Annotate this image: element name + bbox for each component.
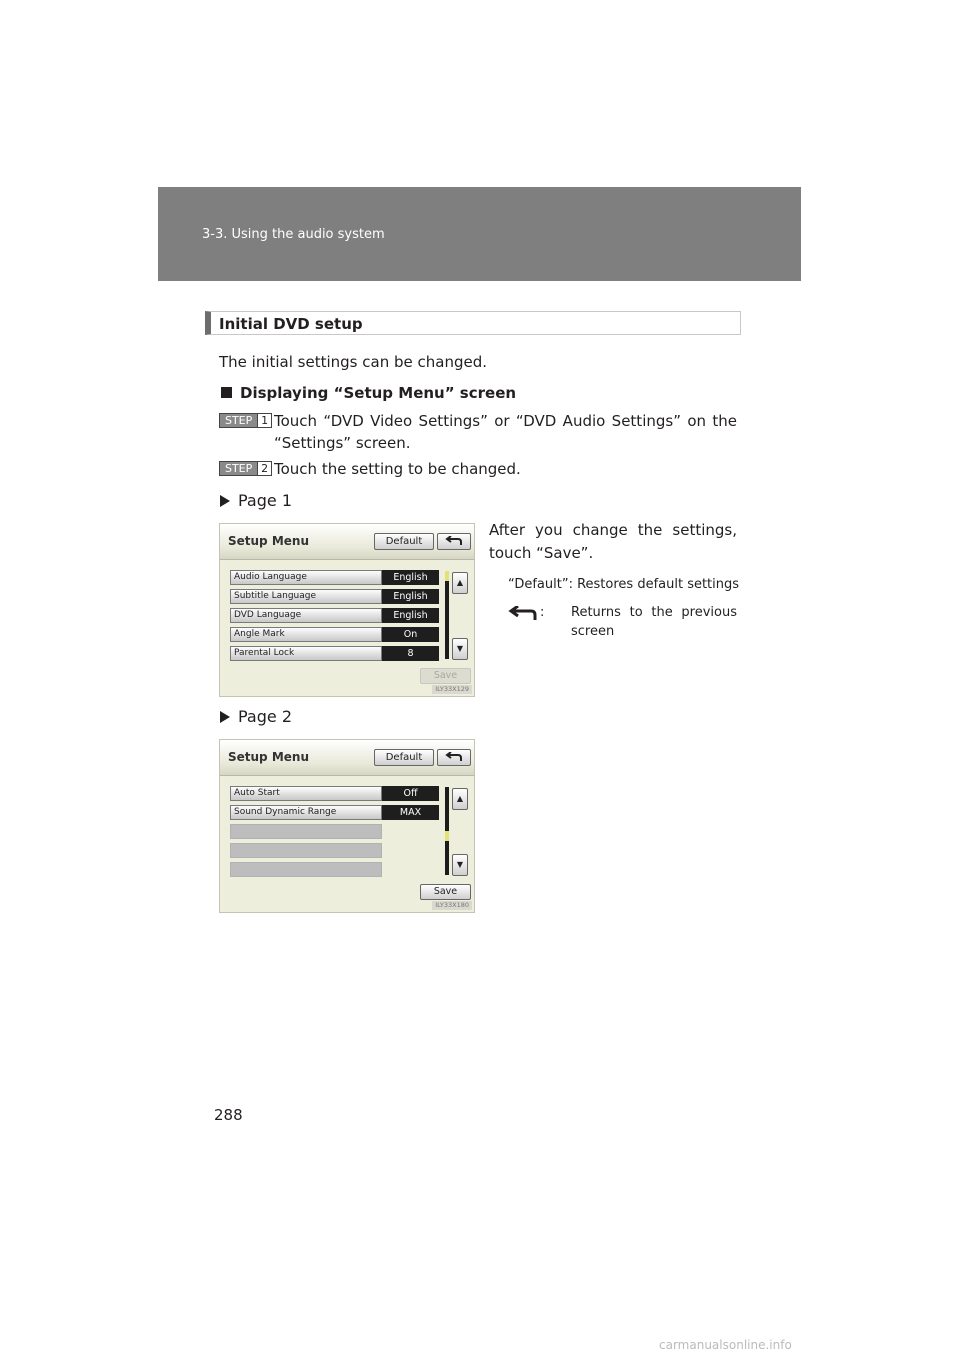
image-code: ILY33X129 <box>432 685 472 694</box>
back-arrow-icon <box>508 606 538 622</box>
back-button[interactable] <box>437 533 471 550</box>
back-note: : Returns to the previous screen <box>508 602 738 642</box>
step-badge-2: STEP 2 <box>219 461 272 476</box>
scroll-thumb[interactable] <box>445 571 449 581</box>
step-2-text: Touch the setting to be changed. <box>274 460 521 478</box>
instructions-line1: After you change the settings, <box>489 521 737 539</box>
scroll-down-button[interactable]: ▼ <box>452 638 468 660</box>
setting-row-sound-dynamic-range[interactable]: Sound Dynamic Range MAX <box>230 805 438 821</box>
chapter-title: 3-3. Using the audio system <box>202 227 385 242</box>
scroll-up-button[interactable]: ▲ <box>452 572 468 594</box>
screen-title: Setup Menu <box>228 534 309 548</box>
default-note: “Default”: Restores default settings <box>508 577 740 592</box>
setup-menu-screen-page-1 <box>219 523 475 697</box>
default-button[interactable]: Default <box>374 533 434 550</box>
step-1-text-line2: “Settings” screen. <box>274 434 411 452</box>
intro-text: The initial settings can be changed. <box>219 353 487 371</box>
empty-setting-row <box>230 862 438 878</box>
scrollbar[interactable] <box>445 571 449 659</box>
scroll-down-button[interactable]: ▼ <box>452 854 468 876</box>
setting-row-parental-lock[interactable]: Parental Lock 8 <box>230 646 438 662</box>
back-button[interactable] <box>437 749 471 766</box>
setting-row-auto-start[interactable]: Auto Start Off <box>230 786 438 802</box>
step-1-text-line1: Touch “DVD Video Settings” or “DVD Audio Settings” on the <box>274 412 737 430</box>
screen-title: Setup Menu <box>228 750 309 764</box>
scroll-thumb[interactable] <box>445 831 449 841</box>
scrollbar[interactable] <box>445 787 449 875</box>
page-1-tag: Page 1 <box>220 491 292 510</box>
instructions-line2: touch “Save”. <box>489 544 594 562</box>
screen-topbar <box>220 524 474 560</box>
save-button[interactable]: Save <box>420 668 471 684</box>
subheading: Displaying “Setup Menu” screen <box>221 384 516 402</box>
page-2-tag: Page 2 <box>220 707 292 726</box>
triangle-bullet-icon <box>220 495 230 507</box>
watermark: carmanualsonline.info <box>659 1338 792 1352</box>
triangle-bullet-icon <box>220 711 230 723</box>
page-number: 288 <box>214 1106 243 1124</box>
setting-row-subtitle-language[interactable]: Subtitle Language English <box>230 589 438 605</box>
screen-topbar <box>220 740 474 776</box>
chapter-header <box>158 187 801 281</box>
section-title-box <box>205 311 741 335</box>
section-title: Initial DVD setup <box>219 315 363 333</box>
setup-menu-screen-page-2 <box>219 739 475 913</box>
scroll-up-button[interactable]: ▲ <box>452 788 468 810</box>
square-bullet-icon <box>221 387 232 398</box>
default-button[interactable]: Default <box>374 749 434 766</box>
setting-row-audio-language[interactable]: Audio Language English <box>230 570 438 586</box>
setting-row-dvd-language[interactable]: DVD Language English <box>230 608 438 624</box>
back-arrow-icon <box>445 752 463 763</box>
back-arrow-icon <box>445 536 463 547</box>
step-badge-1: STEP 1 <box>219 413 272 428</box>
empty-setting-row <box>230 843 438 859</box>
save-button[interactable]: Save <box>420 884 471 900</box>
setting-row-angle-mark[interactable]: Angle Mark On <box>230 627 438 643</box>
image-code: ILY33X180 <box>432 901 472 910</box>
empty-setting-row <box>230 824 438 840</box>
